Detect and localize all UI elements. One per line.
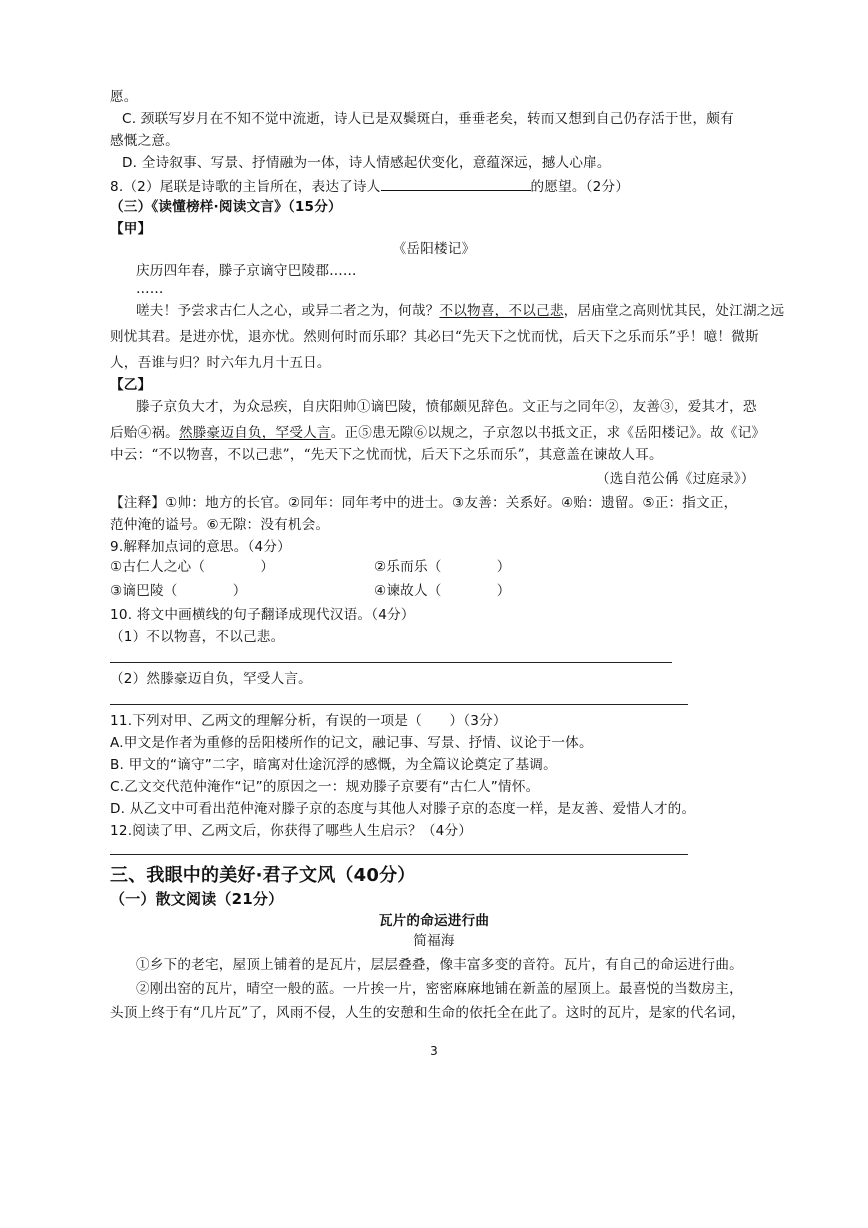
question-10: 10. 将文中画横线的句子翻译成现代汉语。（4分） [110,607,415,623]
question-8-text: 8.（2）尾联是诗歌的主旨所在，表达了诗人 [110,179,381,195]
passage-line: 则忧其君。是进亦忧，退亦忧。然则何时而乐耶？其必曰“先天下之忧而忧，后天下之乐而乐”乎！噫！微斯 [110,329,759,345]
passage-line: 滕子京负大才，为众忌疾，自庆阳帅①谪巴陵，愤郁颇见辞色。文正与之同年②，友善③，爱其才，恐 [136,399,757,415]
essay-title: 瓦片的命运进行曲 [378,913,490,929]
underlined-sentence: 然滕豪迈自负，罕受人言 [178,425,331,441]
passage-label-jia: 【甲】 [110,221,152,237]
notes: 范仲淹的谥号。⑥无隙：没有机会。 [110,517,330,533]
question-11-option[interactable]: C.乙文交代范仲淹作“记”的原因之一：规劝滕子京要有“古仁人”情怀。 [110,779,540,795]
essay-author: 简福海 [413,933,455,949]
question-10-item: （1）不以物喜，不以己悲。 [110,629,285,645]
passage-line: 人，吾谁与归？时六年九月十五日。 [110,355,331,371]
question-8 [110,176,629,196]
notes: 【注释】①帅：地方的长官。②同年：同年考中的进士。③友善：关系好。④贻：遗留。⑤正：指文正， [110,495,738,511]
passage-line [110,424,765,442]
passage-text: ，居庙堂之高则忧其民，处江湖之远 [563,303,785,319]
answer-blank[interactable] [381,176,531,191]
essay-line: 头顶上终于有“几片瓦”了，风雨不侵，人生的安憩和生命的依托全在此了。这时的瓦片，是家的代名词， [110,1005,746,1021]
passage-title: 《岳阳楼记》 [392,241,476,257]
question-9-item[interactable]: ②乐而乐（ ） [374,559,511,575]
text-line: 愿。 [110,89,138,105]
essay-line: ①乡下的老宅，屋顶上铺着的是瓦片，层层叠叠，像丰富多变的音符。瓦片，有自己的命运进行曲。 [136,957,743,973]
question-9-item[interactable]: ①古仁人之心（ ） [110,559,275,575]
question-11-option[interactable]: D. 从乙文中可看出范仲淹对滕子京的态度与其他人对滕子京的态度一样，是友善、爱惜人才的。 [110,801,696,817]
question-11-option[interactable]: B. 甲文的“谪守”二字，暗寓对仕途沉浮的感慨，为全篇议论奠定了基调。 [110,757,557,773]
text-line: 感慨之意。 [110,133,179,149]
question-9-item[interactable]: ④谏故人（ ） [374,583,511,599]
question-9-item[interactable]: ③谪巴陵（ ） [110,583,247,599]
question-11-option[interactable]: A.甲文是作者为重修的岳阳楼所作的记文，融记事、写景、抒情、议论于一体。 [110,735,593,751]
passage-text: 嗟夫！予尝求古仁人之心，或异二者之为，何哉？ [136,303,440,319]
ellipsis: …… [136,281,164,297]
passage-line: 庆历四年春，滕子京谪守巴陵郡…… [136,263,357,279]
page-number: 3 [430,1044,438,1058]
answer-line[interactable] [110,704,688,705]
essay-line: ②刚出窑的瓦片，晴空一般的蓝。一片挨一片，密密麻麻地铺在新盖的屋顶上。最喜悦的当数房主， [136,981,743,997]
passage-text: 后贻④祸。 [110,425,179,441]
part-heading: 三、我眼中的美好·君子文风（40分） [110,865,416,886]
sub-heading: （一）散文阅读（21分） [110,890,284,908]
answer-line[interactable] [110,854,688,855]
option-d: D. 全诗叙事、写景、抒情融为一体，诗人情感起伏变化，意蕴深远，撼人心扉。 [122,155,611,171]
passage-source: （选自范公偁《过庭录》） [596,471,755,487]
underlined-sentence: 不以物喜，不以己悲 [439,303,564,319]
option-c: C. 颈联写岁月在不知不觉中流逝，诗人已是双鬓斑白，垂垂老矣，转而又想到自己仍存活于世，颇有 [122,111,734,127]
question-9: 9.解释加点词的意思。（4分） [110,539,291,555]
passage-line [136,302,784,320]
section-title: （三）《读懂榜样·阅读文言》（15分） [110,199,342,215]
passage-label-yi: 【乙】 [110,377,152,393]
question-11: 11.下列对甲、乙两文的理解分析，有误的一项是（ ）（3分） [110,713,507,729]
question-12: 12.阅读了甲、乙两文后，你获得了哪些人生启示？（4分） [110,823,473,839]
question-10-item: （2）然滕豪迈自负，罕受人言。 [110,671,312,687]
answer-line[interactable] [110,662,672,663]
passage-text: 。正⑤患无隙⑥以规之，子京忽以书抵文正，求《岳阳楼记》。故《记》 [330,425,766,441]
question-8-score: 的愿望。（2分） [530,179,630,195]
passage-line: 中云：“不以物喜，不以己悲”，“先天下之忧而忧，后天下之乐而乐”，其意盖在谏故人耳。 [110,447,663,463]
